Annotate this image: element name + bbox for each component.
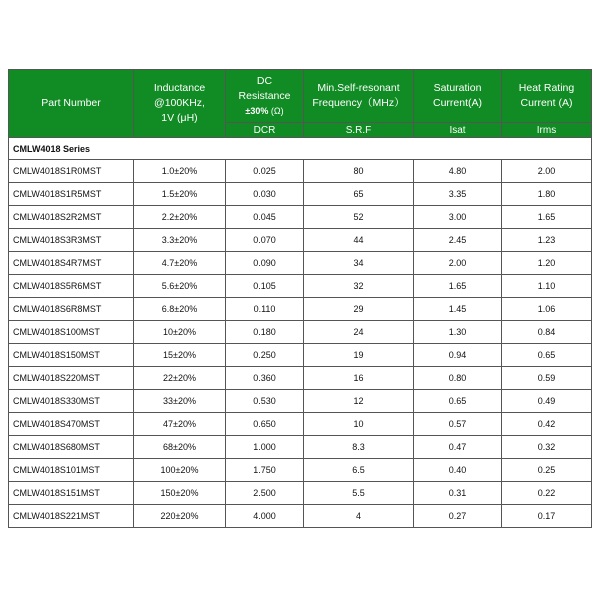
dcr-header-line-1: DC [256, 74, 273, 87]
dcr-cell: 1.750 [226, 459, 304, 482]
series-row [9, 138, 592, 160]
dcr-cell: 0.045 [226, 206, 304, 229]
table-row [9, 482, 592, 505]
col-header-inductance [134, 70, 226, 138]
table-row [9, 505, 592, 528]
irms-cell: 0.22 [502, 482, 592, 505]
dcr-cell: 0.250 [226, 344, 304, 367]
isat-cell: 3.35 [414, 183, 502, 206]
part-number-cell: CMLW4018S1R5MST [9, 183, 134, 206]
srf-cell: 32 [304, 275, 414, 298]
part-number-cell: CMLW4018S150MST [9, 344, 134, 367]
table-row [9, 390, 592, 413]
inductance-header-line-2: @100KHz, [154, 97, 205, 109]
inductance-cell: 5.6±20% [134, 275, 226, 298]
table-row [9, 298, 592, 321]
srf-cell: 12 [304, 390, 414, 413]
subheader-irms: Irms [502, 123, 592, 138]
inductance-cell: 10±20% [134, 321, 226, 344]
srf-cell: 10 [304, 413, 414, 436]
dcr-cell: 0.530 [226, 390, 304, 413]
col-header-dc-resistance [226, 70, 304, 123]
table-row [9, 206, 592, 229]
dcr-cell: 0.110 [226, 298, 304, 321]
inductance-cell: 3.3±20% [134, 229, 226, 252]
table-row [9, 436, 592, 459]
series-label: CMLW4018 Series [9, 138, 592, 160]
dcr-tolerance: ±30% [245, 105, 269, 116]
irms-cell: 0.32 [502, 436, 592, 459]
header-row [9, 70, 592, 123]
srf-cell: 44 [304, 229, 414, 252]
inductance-cell: 1.5±20% [134, 183, 226, 206]
table-row [9, 252, 592, 275]
isat-cell: 1.45 [414, 298, 502, 321]
srf-cell: 65 [304, 183, 414, 206]
dcr-cell: 1.000 [226, 436, 304, 459]
col-header-srf [304, 70, 414, 123]
table-row [9, 160, 592, 183]
dcr-cell: 0.650 [226, 413, 304, 436]
part-number-cell: CMLW4018S221MST [9, 505, 134, 528]
part-number-cell: CMLW4018S1R0MST [9, 160, 134, 183]
inductance-cell: 220±20% [134, 505, 226, 528]
table-row [9, 321, 592, 344]
srf-cell: 6.5 [304, 459, 414, 482]
part-number-cell: CMLW4018S680MST [9, 436, 134, 459]
heat-header-line-2: Current (A) [520, 97, 573, 109]
part-number-cell: CMLW4018S3R3MST [9, 229, 134, 252]
isat-cell: 0.27 [414, 505, 502, 528]
col-header-saturation [414, 70, 502, 123]
isat-cell: 0.65 [414, 390, 502, 413]
irms-cell: 0.84 [502, 321, 592, 344]
srf-cell: 24 [304, 321, 414, 344]
table-row [9, 229, 592, 252]
saturation-header-line-1: Saturation [433, 82, 482, 94]
irms-cell: 1.10 [502, 275, 592, 298]
irms-cell: 0.17 [502, 505, 592, 528]
inductance-cell: 15±20% [134, 344, 226, 367]
part-number-cell: CMLW4018S5R6MST [9, 275, 134, 298]
isat-cell: 0.80 [414, 367, 502, 390]
part-number-cell: CMLW4018S220MST [9, 367, 134, 390]
irms-cell: 1.80 [502, 183, 592, 206]
table-row [9, 413, 592, 436]
isat-cell: 1.30 [414, 321, 502, 344]
part-number-cell: CMLW4018S470MST [9, 413, 134, 436]
srf-header-line-1: Min.Self-resonant [317, 82, 400, 94]
irms-cell: 1.20 [502, 252, 592, 275]
isat-cell: 0.47 [414, 436, 502, 459]
inductance-cell: 2.2±20% [134, 206, 226, 229]
isat-cell: 2.00 [414, 252, 502, 275]
inductance-cell: 100±20% [134, 459, 226, 482]
dcr-cell: 0.360 [226, 367, 304, 390]
dcr-unit: (Ω) [268, 105, 284, 116]
isat-cell: 0.94 [414, 344, 502, 367]
dcr-cell: 0.105 [226, 275, 304, 298]
irms-cell: 2.00 [502, 160, 592, 183]
isat-cell: 4.80 [414, 160, 502, 183]
dcr-cell: 2.500 [226, 482, 304, 505]
subheader-srf: S.R.F [304, 123, 414, 138]
table-row [9, 183, 592, 206]
dcr-cell: 0.025 [226, 160, 304, 183]
inductance-cell: 6.8±20% [134, 298, 226, 321]
inductance-cell: 150±20% [134, 482, 226, 505]
isat-cell: 3.00 [414, 206, 502, 229]
srf-cell: 8.3 [304, 436, 414, 459]
dcr-cell: 4.000 [226, 505, 304, 528]
heat-header-line-1: Heat Rating [518, 82, 575, 94]
part-number-cell: CMLW4018S101MST [9, 459, 134, 482]
irms-cell: 1.65 [502, 206, 592, 229]
inductance-header-line-1: Inductance [153, 82, 206, 94]
table-row [9, 459, 592, 482]
irms-cell: 0.49 [502, 390, 592, 413]
srf-cell: 52 [304, 206, 414, 229]
part-number-cell: CMLW4018S151MST [9, 482, 134, 505]
inductor-spec-table [8, 69, 592, 528]
inductance-header-line-3: 1V (μH) [161, 112, 198, 124]
part-number-cell: CMLW4018S2R2MST [9, 206, 134, 229]
table-row [9, 367, 592, 390]
saturation-header-line-2: Current(A) [432, 97, 482, 109]
dcr-header-line-2: Resistance [238, 89, 291, 102]
srf-cell: 16 [304, 367, 414, 390]
isat-cell: 1.65 [414, 275, 502, 298]
srf-cell: 4 [304, 505, 414, 528]
table-row [9, 344, 592, 367]
irms-cell: 0.59 [502, 367, 592, 390]
isat-cell: 0.57 [414, 413, 502, 436]
dcr-header-line-3 [226, 104, 303, 119]
srf-cell: 29 [304, 298, 414, 321]
part-number-cell: CMLW4018S6R8MST [9, 298, 134, 321]
isat-cell: 0.40 [414, 459, 502, 482]
dcr-cell: 0.090 [226, 252, 304, 275]
inductance-cell: 47±20% [134, 413, 226, 436]
isat-cell: 0.31 [414, 482, 502, 505]
dcr-cell: 0.030 [226, 183, 304, 206]
part-number-cell: CMLW4018S4R7MST [9, 252, 134, 275]
inductance-cell: 68±20% [134, 436, 226, 459]
col-header-part-number: Part Number [9, 70, 134, 138]
subheader-dcr: DCR [226, 123, 304, 138]
srf-cell: 34 [304, 252, 414, 275]
col-header-heat-rating [502, 70, 592, 123]
isat-cell: 2.45 [414, 229, 502, 252]
inductance-cell: 4.7±20% [134, 252, 226, 275]
irms-cell: 0.25 [502, 459, 592, 482]
inductance-cell: 22±20% [134, 367, 226, 390]
dcr-cell: 0.180 [226, 321, 304, 344]
irms-cell: 0.65 [502, 344, 592, 367]
inductance-cell: 1.0±20% [134, 160, 226, 183]
part-number-cell: CMLW4018S330MST [9, 390, 134, 413]
dcr-cell: 0.070 [226, 229, 304, 252]
subheader-isat: Isat [414, 123, 502, 138]
part-number-cell: CMLW4018S100MST [9, 321, 134, 344]
srf-cell: 19 [304, 344, 414, 367]
irms-cell: 1.23 [502, 229, 592, 252]
irms-cell: 1.06 [502, 298, 592, 321]
table-row [9, 275, 592, 298]
irms-cell: 0.42 [502, 413, 592, 436]
srf-header-line-2: Frequency（MHz） [312, 97, 405, 109]
srf-cell: 80 [304, 160, 414, 183]
inductance-cell: 33±20% [134, 390, 226, 413]
srf-cell: 5.5 [304, 482, 414, 505]
